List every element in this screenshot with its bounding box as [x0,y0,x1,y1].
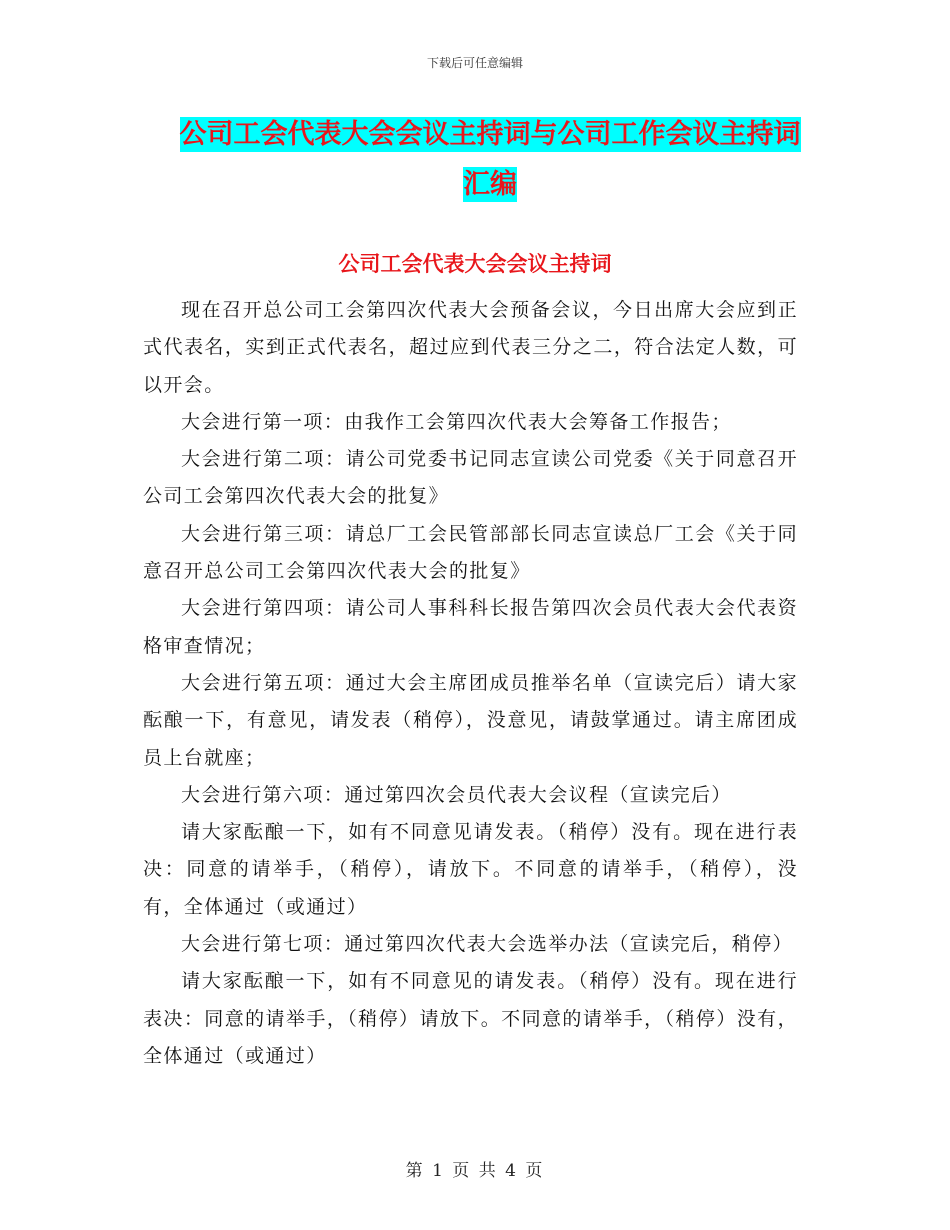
paragraph: 大会进行第七项：通过第四次代表大会选举办法（宣读完后，稍停） [181,933,794,956]
document-title [140,110,840,210]
paragraph: 大会进行第三项：请总厂工会民管部部长同志宣读总厂工会《关于同意召开总公司工会第四次代表大会的批复》 [143,522,798,583]
paragraph: 大会进行第一项：由我作工会第四次代表大会筹备工作报告； [181,410,732,433]
title-line-1: 公司工会代表大会会议主持词与公司工作会议主持词 [179,119,801,150]
paragraph: 现在召开总公司工会第四次代表大会预备会议，今日出席大会应到正式代表名，实到正式代表名，超过应到代表三分之二，符合法定人数，可以开会。 [143,299,798,396]
body-text [143,292,798,1075]
page-number-footer: 第 1 页 共 4 页 [405,1161,545,1181]
paragraph: 大会进行第六项：通过第四次会员代表大会议程（宣读完后） [181,783,732,806]
title-line-2: 汇编 [463,169,517,200]
paragraph: 大会进行第二项：请公司党委书记同志宣读公司党委《关于同意召开公司工会第四次代表大会的批复》 [143,448,798,508]
header-note: 下载后可任意编辑 [426,56,523,70]
paragraph: 大会进行第五项：通过大会主席团成员推举名单（宣读完后）请大家酝酿一下，有意见，请发表（稍停），没意见，请鼓掌通过。请主席团成员上台就座； [143,671,798,769]
paragraph: 请大家酝酿一下，如有不同意见请发表。（稍停）没有。现在进行表决：同意的请举手，（稍停），请放下。不同意的请举手，（稍停），没有，全体通过（或通过） [143,821,798,918]
section-title: 公司工会代表大会会议主持词 [338,252,612,276]
paragraph: 请大家酝酿一下，如有不同意见的请发表。（稍停）没有。现在进行表决：同意的请举手，（稍停）请放下。不同意的请举手，（稍停）没有，全体通过（或通过） [143,970,798,1067]
paragraph: 大会进行第四项：请公司人事科科长报告第四次会员代表大会代表资格审查情况； [143,597,798,657]
